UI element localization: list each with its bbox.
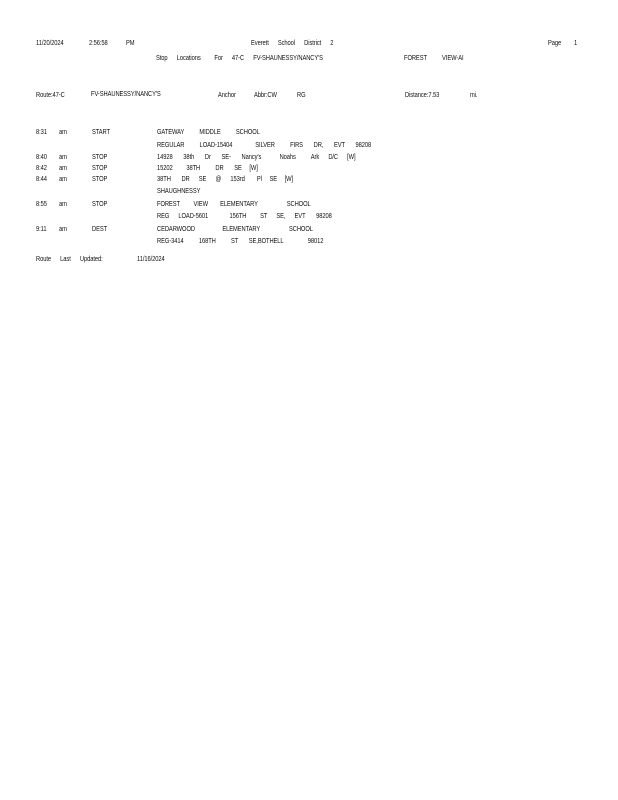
stop-location-detail: SHAUGHNESSY [157,186,201,195]
stop-type: STOP [92,152,108,161]
stop-ampm: am [59,152,67,161]
distance-label: Distance:7.53 [405,90,440,99]
stop-location: GATEWAY MIDDLE SCHOOL [157,127,260,136]
stop-ampm: am [59,224,67,233]
route-name: FV-SHAUNESSY/NANCY'S [91,89,161,98]
stop-ampm: am [59,174,67,183]
abbr-value: RG [297,90,306,99]
anchor-label: Anchor [218,90,236,99]
stop-time: 8:44 [36,174,47,183]
stop-location-detail: REG-3414 168TH ST SE,BOTHELL 98012 [157,236,324,245]
stop-location: 14928 38th Dr SE- Nancy's Noahs Ark D/C [W] [157,152,356,161]
page-label: Page [548,38,562,47]
stop-location: 15202 38TH DR SE [W] [157,163,258,172]
stop-location-detail: REGULAR LOAD-15404 SILVER FIRS DR, EVT 98208 [157,140,372,149]
route-id: Route:47-C [36,90,65,99]
stop-time: 8:42 [36,163,47,172]
stop-ampm: am [59,127,67,136]
page-number: 1 [574,38,578,47]
report-subtitle: Stop Locations For 47-C FV-SHAUNESSY/NANCY'S [156,53,323,62]
stop-type: STOP [92,199,108,208]
print-ampm: PM [126,38,135,47]
stop-location: CEDARWOOD ELEMENTARY SCHOOL [157,224,313,233]
stop-type: STOP [92,174,108,183]
print-time: 2:56:58 [89,38,108,47]
stop-time: 8:55 [36,199,47,208]
school-code: FOREST VIEW-AI [404,53,464,62]
district-title: Everett School District 2 [251,38,334,47]
stop-time: 9:11 [36,224,47,233]
stop-ampm: am [59,199,67,208]
abbr-label: Abbr:CW [254,90,277,99]
stop-location-detail: REG LOAD-5601 156TH ST SE, EVT 98208 [157,211,332,220]
last-updated-label: Route Last Updated: [36,254,103,263]
stop-ampm: am [59,163,67,172]
stop-time: 8:40 [36,152,47,161]
stop-type: DEST [92,224,108,233]
stop-time: 8:31 [36,127,47,136]
last-updated-date: 11/16/2024 [137,254,165,263]
print-date: 11/20/2024 [36,38,64,47]
stop-location: FOREST VIEW ELEMENTARY SCHOOL [157,199,311,208]
stop-type: START [92,127,110,136]
stop-location: 38TH DR SE @ 153rd Pl SE [W] [157,174,294,183]
stop-type: STOP [92,163,108,172]
distance-unit: mi. [470,90,478,99]
